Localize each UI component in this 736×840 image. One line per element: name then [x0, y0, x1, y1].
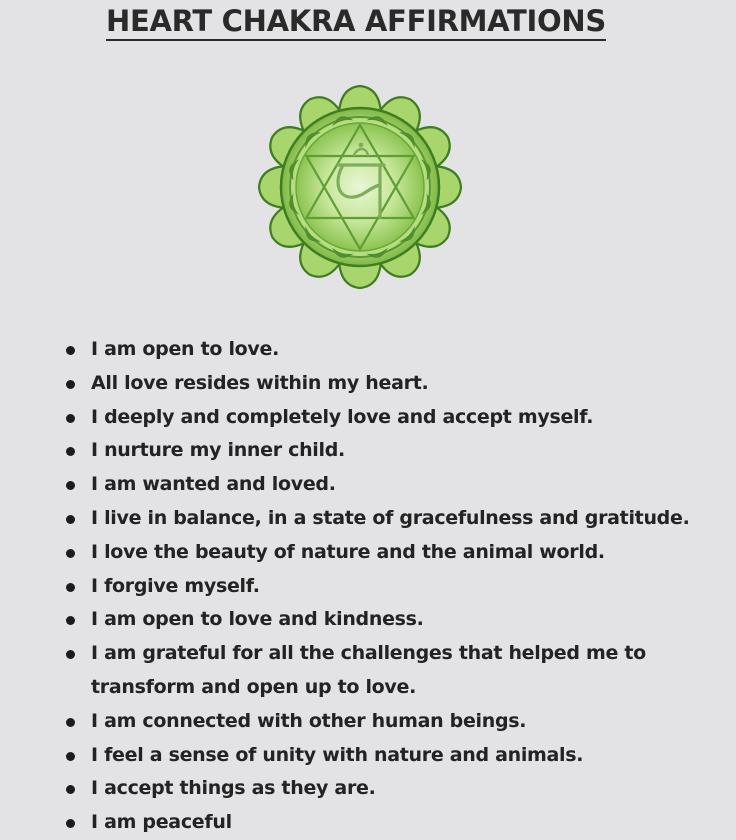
- affirmation-item: [64, 637, 732, 705]
- bullet-icon: [66, 650, 75, 659]
- bullet-icon: [66, 785, 75, 794]
- affirmation-text: transform and open up to love.: [91, 675, 417, 698]
- bullet-icon: [66, 346, 75, 355]
- affirmation-text: I accept things as they are.: [91, 777, 376, 800]
- heart-chakra-icon: [255, 82, 465, 292]
- bullet-icon: [66, 752, 75, 761]
- affirmation-item: [64, 772, 732, 806]
- affirmation-item: [64, 401, 732, 435]
- bullet-icon: [66, 583, 75, 592]
- affirmation-item: [64, 806, 732, 840]
- affirmation-text: I love the beauty of nature and the animal world.: [91, 540, 605, 563]
- affirmation-text: I am grateful for all the challenges that helped me to: [91, 642, 646, 665]
- affirmation-text: I am open to love and kindness.: [91, 608, 424, 631]
- bullet-icon: [66, 718, 75, 727]
- affirmation-text: I am wanted and loved.: [91, 473, 336, 496]
- bullet-icon: [66, 549, 75, 558]
- affirmation-text: I am connected with other human beings.: [91, 709, 527, 732]
- affirmation-text: I live in balance, in a state of gracefulness and gratitude.: [91, 506, 690, 529]
- affirmation-text: All love resides within my heart.: [91, 371, 429, 394]
- bullet-icon: [66, 515, 75, 524]
- bullet-icon: [66, 447, 75, 456]
- affirmation-item: [64, 367, 732, 401]
- bullet-icon: [66, 819, 75, 828]
- affirmation-list: [64, 333, 732, 840]
- bullet-icon: [66, 481, 75, 490]
- affirmation-item: [64, 739, 732, 773]
- affirmation-item: [64, 468, 732, 502]
- affirmation-item: [64, 536, 732, 570]
- affirmation-item: [64, 502, 732, 536]
- affirmation-item: [64, 570, 732, 604]
- bullet-icon: [66, 380, 75, 389]
- affirmation-text: I nurture my inner child.: [91, 439, 345, 462]
- affirmation-item: [64, 705, 732, 739]
- affirmation-text: I feel a sense of unity with nature and animals.: [91, 743, 584, 766]
- bullet-icon: [66, 414, 75, 423]
- affirmation-text: I am open to love.: [91, 338, 280, 360]
- affirmation-text: I deeply and completely love and accept myself.: [91, 405, 594, 428]
- page-title: [0, 4, 712, 38]
- center-disc: [296, 123, 424, 251]
- bullet-icon: [66, 616, 75, 625]
- page-title-text: HEART CHAKRA AFFIRMATIONS: [106, 4, 606, 41]
- affirmation-text: I am peaceful: [91, 811, 232, 834]
- affirmation-text: I forgive myself.: [91, 574, 260, 597]
- affirmation-item: [64, 333, 732, 367]
- affirmation-item: [64, 603, 732, 637]
- affirmation-item: [64, 434, 732, 468]
